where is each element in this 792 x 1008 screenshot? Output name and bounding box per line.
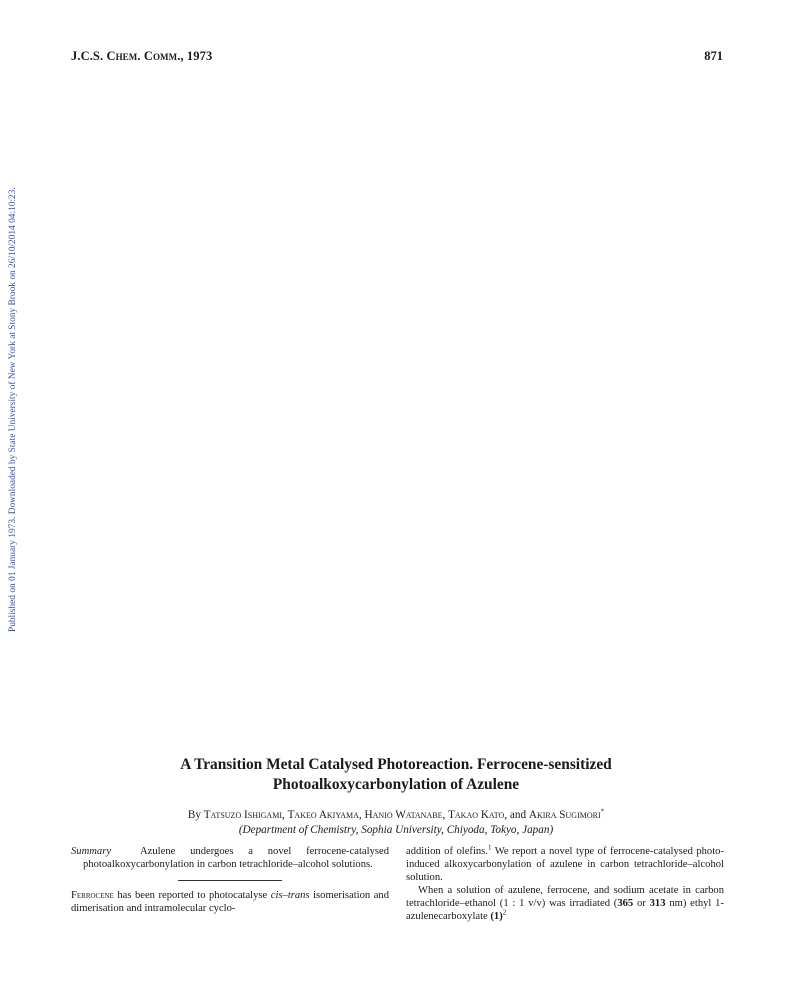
journal-name: Chem. Comm.	[106, 49, 181, 63]
cis-trans-term: cis–trans	[270, 889, 310, 901]
reference-2[interactable]: 2	[502, 908, 507, 916]
author-5: Akira Sugimori	[528, 809, 601, 821]
article-title-line-2: Photoalkoxycarbonylation of Azulene	[272, 776, 520, 793]
author-4: Takao Kato	[448, 809, 505, 821]
right-column	[406, 843, 724, 923]
author-1: Tatsuzo Ishigami	[203, 809, 282, 821]
affiliation: (Department of Chemistry, Sophia University, Chiyoda, Tokyo, Japan)	[238, 824, 554, 836]
wavelength-1: 365	[617, 897, 634, 909]
article-title	[0, 755, 792, 795]
byline	[0, 808, 792, 838]
body-paragraph-right-1: addition of olefins.$^1$ We report a novel type of ferrocene-catalysed photo-induced alkoxycarbonylation of azulene in carbon tetrachloride–alcohol solution.	[406, 843, 724, 883]
page-number: 871	[704, 49, 723, 63]
left-column	[71, 846, 389, 916]
summary	[71, 846, 389, 872]
lead-word: Ferrocene	[71, 889, 114, 901]
author-2: Takeo Akiyama	[287, 809, 359, 821]
journal-year: , 1973	[180, 49, 213, 63]
body-paragraph-right-2: When a solution of azulene, ferrocene, and sodium acetate in carbon tetrachloride–ethanol (1 : 1 v/v) was irradiated (365 or 313 nm) ethyl 1-azulenecarboxylate $(1)^2$	[406, 884, 724, 922]
summary-text: Azulene undergoes a novel ferrocene-catalysed photoalkoxycarbonylation in carbon tetrachloride–alcohol solutions.	[83, 846, 389, 870]
author-list: By Tatsuzo Ishigami, Takeo Akiyama, Hanio Watanabe, Takao Kato, and Akira Sugimori*	[187, 807, 605, 821]
summary-label: Summary	[71, 846, 112, 857]
body-paragraph-left: Ferrocene has been reported to photocatalyse cis–trans isomerisation and dimerisation and intramolecular cyclo-	[71, 889, 389, 914]
corresponding-author-mark: *	[600, 807, 605, 816]
author-3: Hanio Watanabe	[364, 809, 443, 821]
article-title-line-1: A Transition Metal Catalysed Photoreaction. Ferrocene-sensitized	[180, 756, 612, 773]
section-divider	[178, 880, 282, 881]
journal-prefix: J.C.S.	[71, 49, 107, 63]
download-notice[interactable]: Published on 01 January 1973. Downloaded by State University of New York at Stony Brook on 26/10/2014 04:10:23.	[8, 187, 18, 632]
byline-by: By	[187, 809, 204, 821]
reference-1[interactable]: 1	[487, 843, 492, 852]
running-header-journal	[71, 49, 212, 64]
wavelength-2: 313	[649, 897, 666, 909]
compound-label: (1)	[490, 910, 503, 922]
